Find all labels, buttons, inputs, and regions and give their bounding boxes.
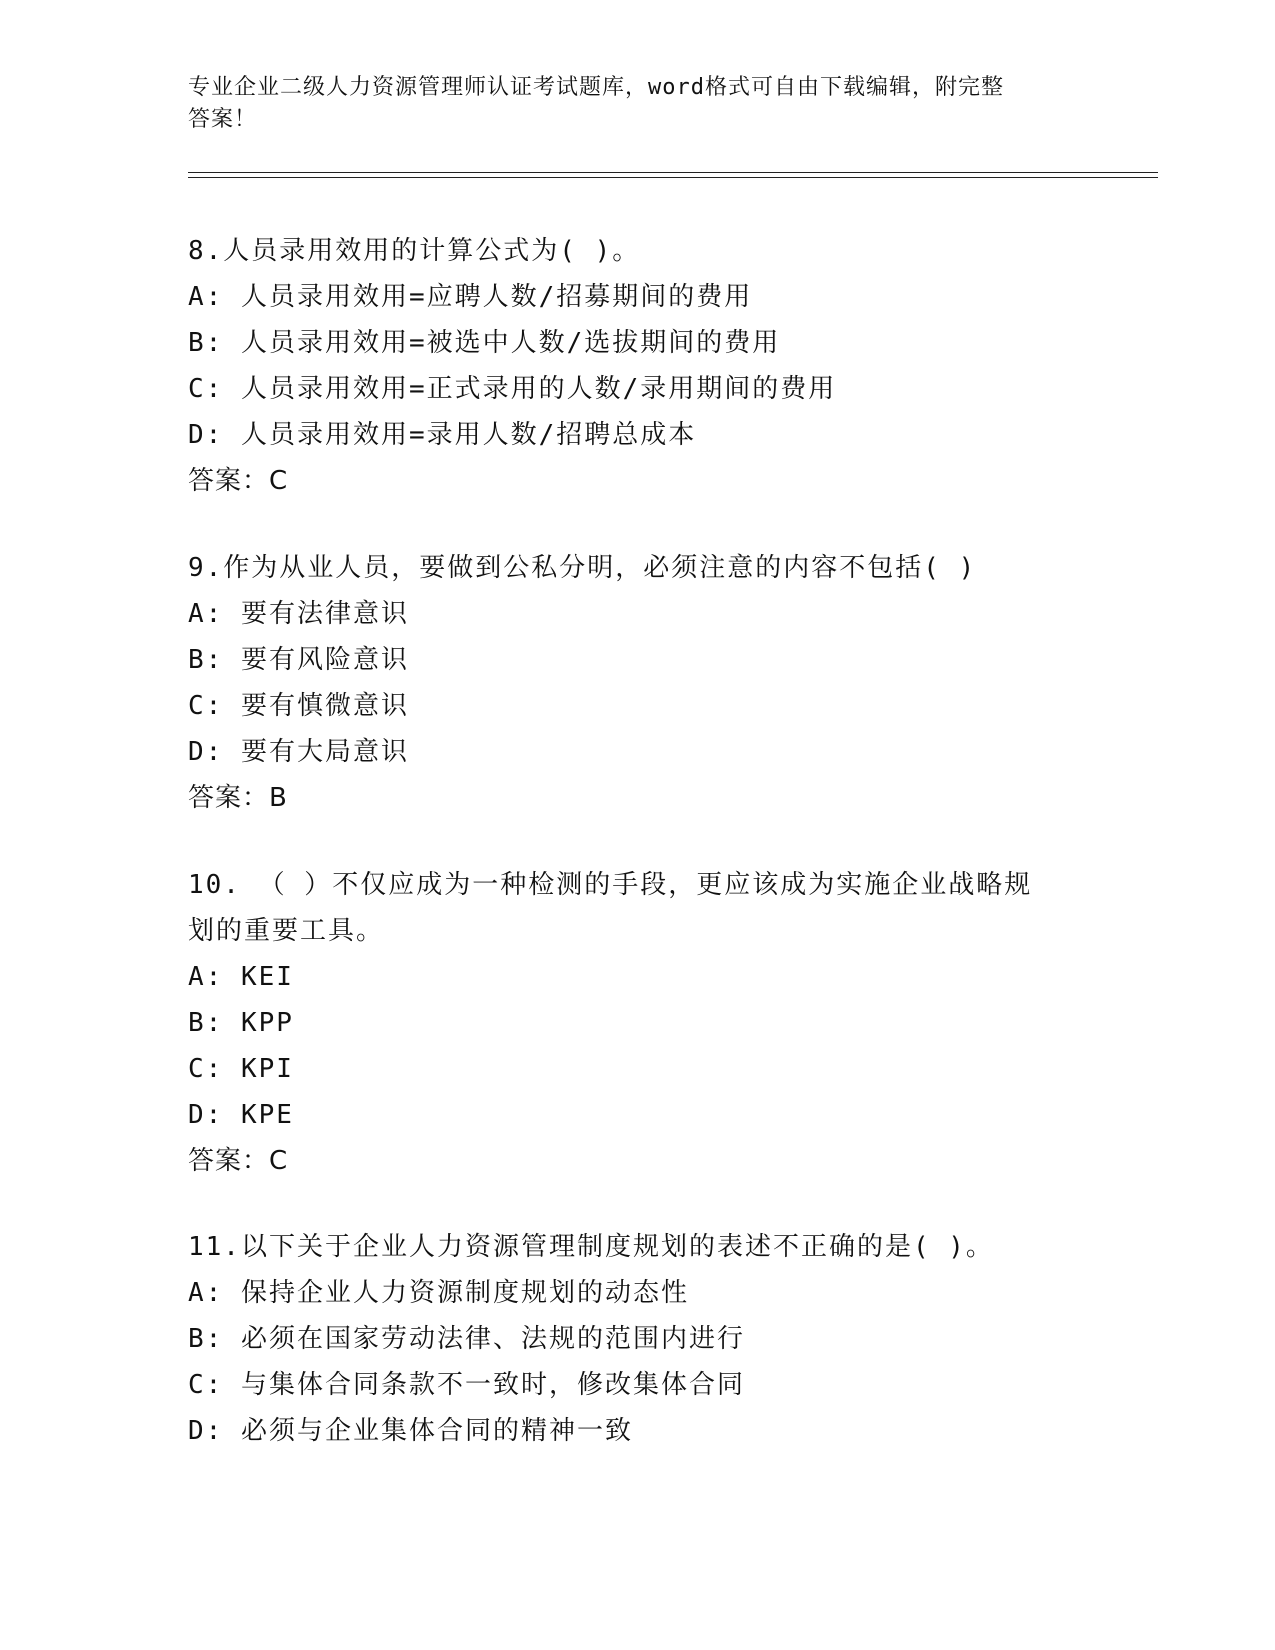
option-d: D: 必须与企业集体合同的精神一致	[188, 1416, 633, 1446]
answer: 答案：B	[188, 783, 288, 813]
question-10	[188, 862, 1088, 1184]
option-d: D: KPE	[188, 1100, 294, 1130]
option-c: C: KPI	[188, 1054, 294, 1084]
option-c: C: 要有慎微意识	[188, 691, 409, 721]
answer: 答案：C	[188, 466, 289, 496]
question-stem-line-2: 划的重要工具。	[188, 916, 385, 946]
question-8	[188, 228, 1088, 504]
question-9	[188, 545, 1088, 821]
question-stem: 9.作为从业人员，要做到公私分明，必须注意的内容不包括( )	[188, 553, 977, 583]
option-a: A: KEI	[188, 962, 294, 992]
header-divider-top	[188, 172, 1158, 173]
header-line-1: 专业企业二级人力资源管理师认证考试题库，word格式可自由下载编辑，附完整	[188, 75, 1004, 100]
option-a: A: 要有法律意识	[188, 599, 409, 629]
header-line-2: 答案！	[188, 107, 258, 132]
option-c: C: 人员录用效用=正式录用的人数/录用期间的费用	[188, 374, 837, 404]
answer: 答案：C	[188, 1146, 289, 1176]
option-b: B: 必须在国家劳动法律、法规的范围内进行	[188, 1324, 745, 1354]
document-header	[188, 72, 1068, 136]
question-stem-line-1: 10. （ ）不仅应成为一种检测的手段，更应该成为实施企业战略规	[188, 870, 1033, 900]
question-stem: 8.人员录用效用的计算公式为( )。	[188, 236, 641, 266]
question-stem: 11.以下关于企业人力资源管理制度规划的表述不正确的是( )。	[188, 1232, 994, 1262]
option-a: A: 保持企业人力资源制度规划的动态性	[188, 1278, 689, 1308]
header-divider-bottom	[188, 177, 1158, 178]
option-d: D: 要有大局意识	[188, 737, 409, 767]
option-a: A: 人员录用效用=应聘人数/招募期间的费用	[188, 282, 753, 312]
option-d: D: 人员录用效用=录用人数/招聘总成本	[188, 420, 697, 450]
option-b: B: KPP	[188, 1008, 294, 1038]
option-c: C: 与集体合同条款不一致时，修改集体合同	[188, 1370, 745, 1400]
option-b: B: 要有风险意识	[188, 645, 409, 675]
option-b: B: 人员录用效用=被选中人数/选拔期间的费用	[188, 328, 781, 358]
question-11	[188, 1224, 1088, 1454]
